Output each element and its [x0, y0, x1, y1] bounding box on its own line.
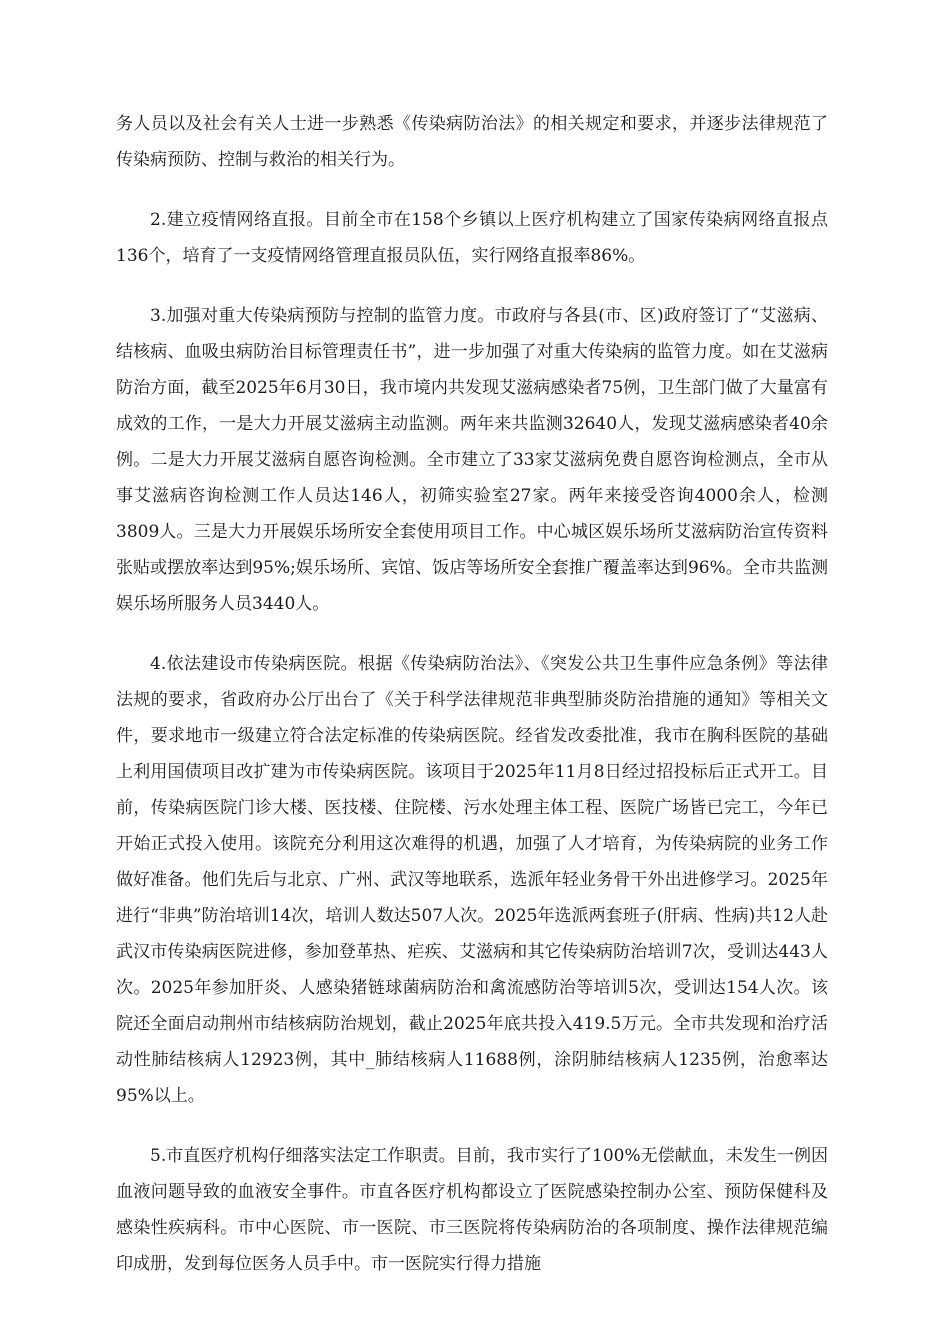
paragraph-infectious-disease-hospital: 4.依法建设市传染病医院。根据《传染病防治法》、《突发公共卫生事件应急条例》等法律法规的要求，省政府办公厅出台了《关于科学法律规范非典型肺炎防治措施的通知》等相关文件，要求地市一级建立符合法定标准的传染病医院。经省发改委批准，我市在胸科医院的基础上利用国债项目改扩建为市传染病医院。该项目于2025年11月8日经过招投标后正式开工。目前，传染病医院门诊大楼、医技楼、住院楼、污水处理主体工程、医院广场皆已完工，今年已开始正式投入使用。该院充分利用这次难得的机遇，加强了人才培育，为传染病院的业务工作做好准备。他们先后与北京、广州、武汉等地联系，选派年轻业务骨干外出进修学习。2025年进行“非典”防治培训14次，培训人数达507人次。2025年选派两套班子(肝病、性病)共12人赴武汉市传染病医院进修，参加登革热、疟疾、艾滋病和其它传染病防治培训7次，受训达443人次。2025年参加肝炎、人感染猪链球菌病防治和禽流感防治等培训5次，受训达154人次。该院还全面启动荆州市结核病防治规划，截止2025年底共投入419.5万元。全市共发现和治疗活动性肺结核病人12923例，其中_肺结核病人11688例，涂阴肺结核病人1235例，治愈率达95%以上。 — [116, 654, 828, 1106]
paragraph-medical-institution-duties: 5.市直医疗机构仔细落实法定工作职责。目前，我市实行了100%无偿献血，未发生一例因血液问题导致的血液安全事件。市直各医疗机构都设立了医院感染控制办公室、预防保健科及感染性疾病科。市中心医院、市一医院、市三医院将传染病防治的各项制度、操作法律规范编印成册，发到每位医务人员手中。市一医院实行得力措施 — [116, 1146, 828, 1274]
document-body — [116, 106, 828, 1306]
paragraph-continuation: 务人员以及社会有关人士进一步熟悉《传染病防治法》的相关规定和要求，并逐步法律规范了传染病预防、控制与救治的相关行为。 — [116, 114, 828, 170]
paragraph-major-disease-supervision: 3.加强对重大传染病预防与控制的监管力度。市政府与各县(市、区)政府签订了“艾滋病、结核病、血吸虫病防治目标管理责任书”，进一步加强了对重大传染病的监管力度。如在艾滋病防治方面，截至2025年6月30日，我市境内共发现艾滋病感染者75例，卫生部门做了大量富有成效的工作，一是大力开展艾滋病主动监测。两年来共监测32640人，发现艾滋病感染者40余例。二是大力开展艾滋病自愿咨询检测。全市建立了33家艾滋病免费自愿咨询检测点，全市从事艾滋病咨询检测工作人员达146人，初筛实验室27家。两年来接受咨询4000余人，检测3809人。三是大力开展娱乐场所安全套使用项目工作。中心城区娱乐场所艾滋病防治宣传资料张贴或摆放率达到95%;娱乐场所、宾馆、饭店等场所安全套推广覆盖率达到96%。全市共监测娱乐场所服务人员3440人。 — [116, 306, 828, 614]
paragraph-epidemic-network-reporting: 2.建立疫情网络直报。目前全市在158个乡镇以上医疗机构建立了国家传染病网络直报点136个，培育了一支疫情网络管理直报员队伍，实行网络直报率86%。 — [116, 210, 828, 266]
